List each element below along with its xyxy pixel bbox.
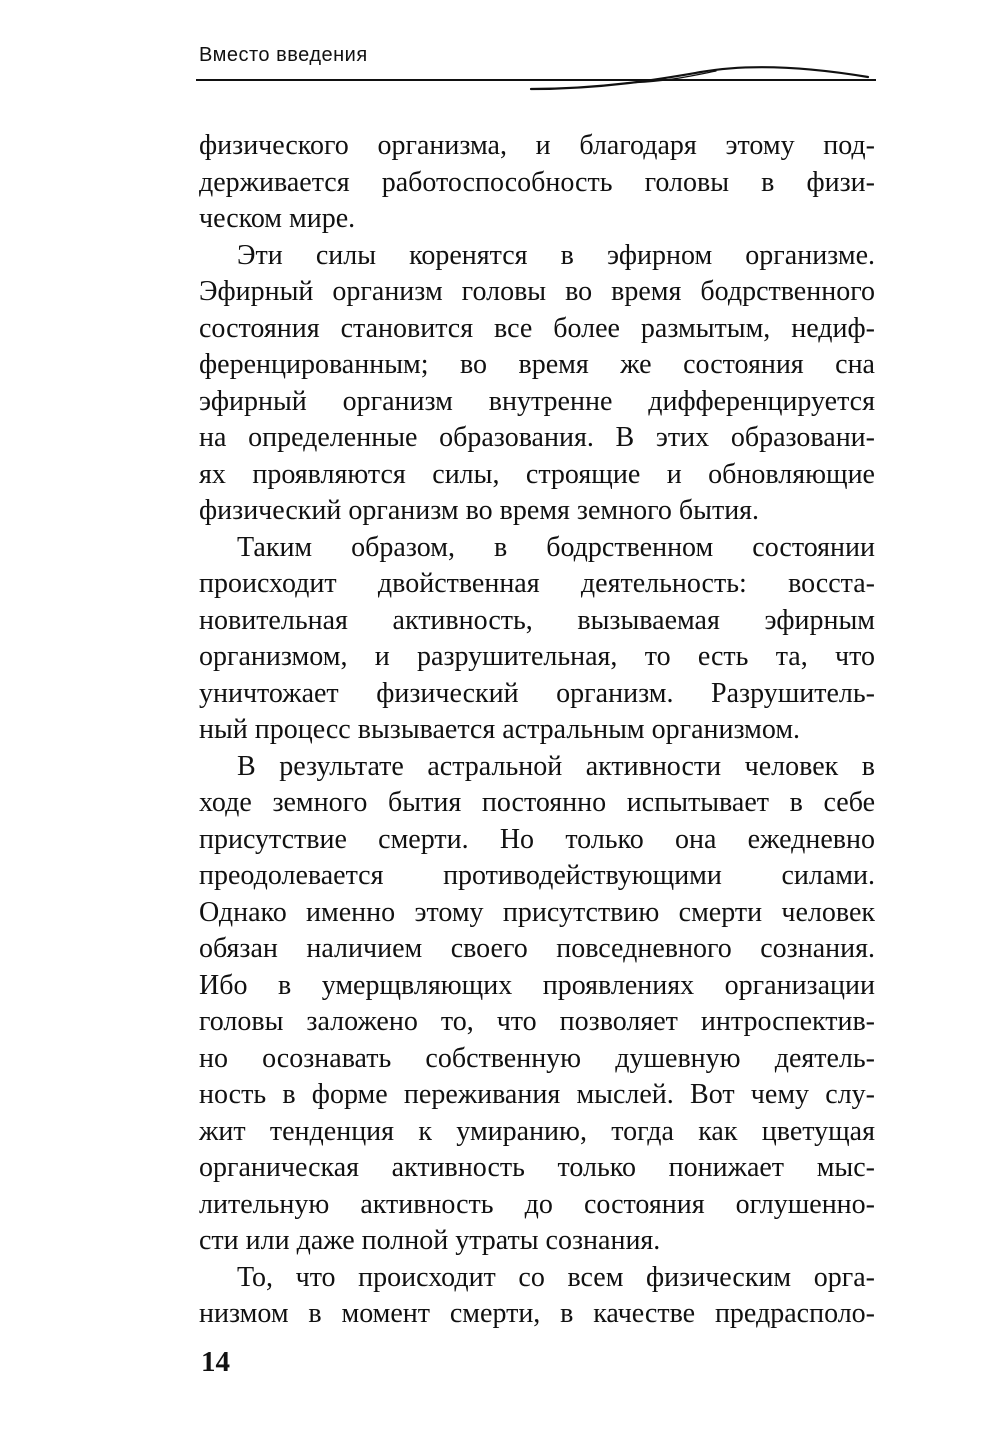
text-line: Ибо в умерщвляющих проявлениях организации	[199, 969, 875, 1001]
paragraph	[199, 128, 875, 238]
text-line: ность в форме переживания мыслей. Вот чему слу-	[199, 1079, 875, 1110]
text-line: жит тенденция к умиранию, тогда как цветущая	[199, 1115, 875, 1147]
text-line: на определенные образования. В этих образовани-	[199, 422, 875, 453]
text-line: Таким образом, в бодрственном состоянии	[237, 531, 875, 563]
text-line: присутствие смерти. Но только она ежедневно	[199, 823, 875, 855]
paragraph	[199, 749, 875, 1260]
paragraph	[199, 1260, 875, 1333]
text-line: ходе земного бытия постоянно испытывает в себе	[199, 787, 875, 818]
text-line: То, что происходит со всем физическим орга-	[237, 1261, 875, 1293]
text-line: физический организм во время земного бытия.	[199, 495, 760, 526]
text-line: головы заложено то, что позволяет интроспектив-	[199, 1006, 875, 1037]
text-line: лительную активность до состояния оглушенно-	[199, 1188, 875, 1220]
paragraph	[199, 238, 875, 530]
text-line: сти или даже полной утраты сознания.	[199, 1225, 661, 1256]
text-line: но осознавать собственную душевную деятель-	[199, 1042, 875, 1074]
text-line: ческом мире.	[199, 203, 356, 234]
text-line: преодолевается противодействующими силами.	[199, 860, 875, 891]
text-line: состояния становится все более размытым, недиф-	[199, 312, 875, 344]
running-title: Вместо введения	[199, 44, 368, 66]
text-line: уничтожает физический организм. Разрушитель-	[199, 677, 875, 709]
text-line: В результате астральной активности человек в	[237, 750, 875, 782]
text-line: держивается работоспособность головы в физи-	[199, 166, 875, 198]
text-line: ях проявляются силы, строящие и обновляющие	[199, 458, 875, 490]
text-line: низмом в момент смерти, в качестве предрасполо-	[199, 1298, 875, 1329]
paragraph	[199, 530, 875, 749]
text-line: физического организма, и благодаря этому под-	[199, 130, 875, 161]
text-line: Эфирный организм головы во время бодрственного	[199, 276, 875, 307]
text-line: органическая активность только понижает мыс-	[199, 1152, 875, 1183]
text-line: ференцированным; во время же состояния сна	[199, 349, 875, 380]
text-line: организмом, и разрушительная, то есть та, что	[199, 641, 875, 672]
text-line: ный процесс вызывается астральным организмом.	[199, 714, 801, 745]
text-line: эфирный организм внутренне дифференцируется	[199, 385, 875, 417]
body-text	[199, 128, 875, 1333]
text-line: новительная активность, вызываемая эфирным	[199, 604, 875, 636]
text-line: Однако именно этому присутствию смерти человек	[199, 896, 875, 928]
text-line: Эти силы коренятся в эфирном организме.	[237, 239, 875, 271]
page-number: 14	[201, 1346, 230, 1378]
text-line: происходит двойственная деятельность: восста-	[199, 568, 875, 599]
header-rule-ornament	[196, 62, 876, 98]
text-line: обязан наличием своего повседневного сознания.	[199, 933, 875, 964]
